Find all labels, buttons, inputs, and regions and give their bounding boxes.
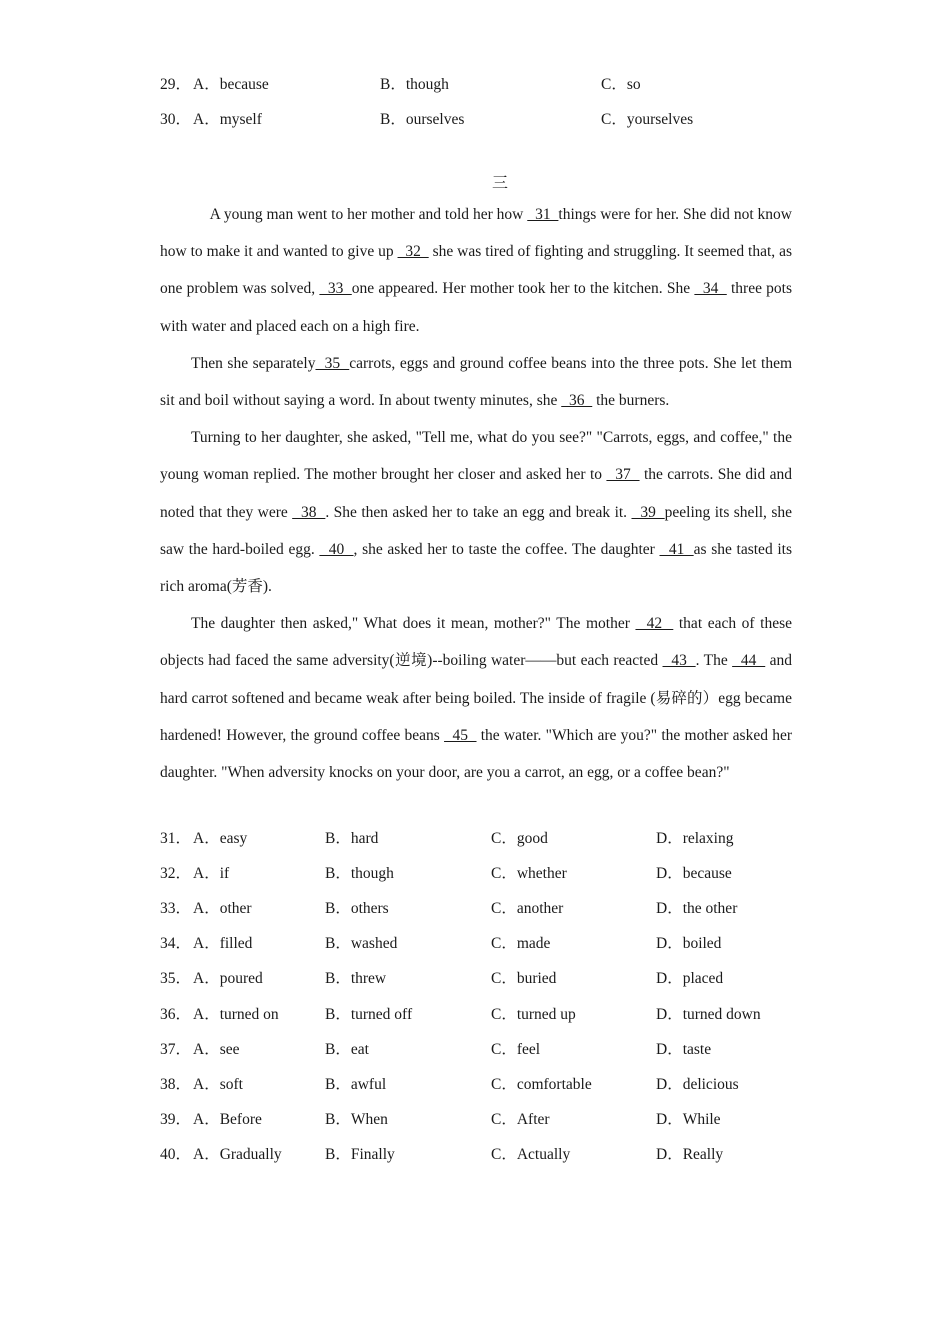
question-number: 32．: [160, 865, 192, 882]
option-b: B．threw: [325, 970, 387, 987]
paragraph-2: [160, 345, 792, 419]
question-number: 38．: [160, 1076, 192, 1093]
text: the burners.: [592, 392, 670, 410]
text: the carrots. She did and noted that they were: [160, 466, 792, 521]
option-c: C．feel: [491, 1041, 541, 1058]
question-number: 33．: [160, 900, 192, 917]
option-d: D．placed: [656, 970, 724, 987]
option-b: B．Finally: [325, 1146, 395, 1163]
blank-35: 35: [315, 354, 350, 372]
option-a: A．other: [193, 900, 252, 917]
text: peeling its shell, she saw the hard-boiled egg.: [160, 503, 793, 558]
question-number: 31．: [160, 830, 192, 847]
text: three pots with water and placed each on a high fire.: [160, 280, 793, 335]
option-b: B．washed: [325, 935, 398, 952]
option-d: D．taste: [656, 1041, 712, 1058]
option-d: D．relaxing: [656, 830, 734, 847]
option-c: C．whether: [491, 865, 567, 882]
blank-43: 43: [662, 652, 696, 670]
blank-42: 42: [635, 615, 674, 633]
text: as she tasted its rich aroma(芳香).: [160, 540, 792, 596]
option-b: B．When: [325, 1111, 388, 1128]
text: the water. "Which are you?" the mother asked her daughter. "When adversity knocks on your door, are you a carrot, an egg, or a coffee bean?": [160, 726, 792, 782]
text: one appeared. Her mother took her to the kitchen. She: [351, 280, 695, 298]
blank-40: 40: [319, 540, 354, 558]
question-number: 30．: [160, 111, 192, 128]
blank-37: 37: [606, 466, 640, 484]
cloze-passage: [160, 196, 792, 791]
blank-31: 31: [527, 206, 559, 223]
option-b: B．eat: [325, 1041, 369, 1058]
option-a: A．see: [193, 1041, 240, 1058]
text: and hard carrot softened and became weak after being boiled. The inside of fragile (易碎的）egg became hardened! However, the ground coffee beans: [160, 652, 793, 744]
option-a: A．poured: [193, 970, 263, 987]
option-b: B．others: [325, 900, 389, 917]
question-number: 37．: [160, 1041, 192, 1058]
paragraph-4: [160, 605, 792, 791]
question-number: 39．: [160, 1111, 192, 1128]
text: she was tired of fighting and struggling. It seemed that, as one problem was solved,: [160, 243, 792, 298]
question-number: 36．: [160, 1006, 192, 1023]
option-a: A．because: [193, 76, 269, 93]
option-c: C．Actually: [491, 1146, 571, 1163]
text: The daughter then asked," What does it mean, mother?" The mother: [191, 615, 636, 633]
blank-32: 32: [397, 243, 429, 261]
option-d: D．While: [656, 1111, 721, 1128]
option-d: D．turned down: [656, 1006, 761, 1023]
question-number: 29．: [160, 76, 192, 93]
option-b: B．awful: [325, 1076, 387, 1093]
section-heading: 三: [491, 175, 508, 192]
option-d: D．Really: [656, 1146, 724, 1163]
option-d: D．the other: [656, 900, 738, 917]
option-a: A．turned on: [193, 1006, 279, 1023]
text: A young man went to her mother and told her how: [209, 206, 528, 223]
option-a: A．Gradually: [193, 1146, 282, 1163]
blank-41: 41: [659, 540, 694, 558]
option-d: D．boiled: [656, 935, 722, 952]
blank-34: 34: [694, 280, 727, 298]
question-number: 35．: [160, 970, 192, 987]
option-b: B．though: [325, 865, 394, 882]
option-b: B．ourselves: [380, 111, 465, 128]
blank-44: 44: [732, 652, 766, 670]
option-c: C．so: [601, 76, 641, 93]
blank-36: 36: [561, 392, 593, 410]
option-b: B．hard: [325, 830, 379, 847]
option-c: C．buried: [491, 970, 557, 987]
option-a: A．Before: [193, 1111, 262, 1128]
option-c: C．yourselves: [601, 111, 694, 128]
option-a: A．if: [193, 865, 230, 882]
text: things were for her. She did not know how to make it and wanted to give up: [160, 206, 793, 261]
paragraph-1: [160, 196, 792, 345]
option-c: C．After: [491, 1111, 550, 1128]
text: . The: [695, 652, 733, 670]
text: carrots, eggs and ground coffee beans into the three pots. She let them sit and boil without saying a word. In about twenty minutes, she: [160, 354, 792, 410]
option-a: A．soft: [193, 1076, 243, 1093]
option-a: A．myself: [193, 111, 262, 128]
text: Turning to her daughter, she asked, "Tell me, what do you see?" "Carrots, eggs, and coffee," the young woman replied. The mother brought her closer and asked her to: [160, 429, 792, 484]
option-d: D．because: [656, 865, 732, 882]
option-b: B．turned off: [325, 1006, 413, 1023]
blank-45: 45: [444, 726, 477, 744]
text: , she asked her to taste the coffee. The daughter: [353, 540, 660, 558]
option-c: C．comfortable: [491, 1076, 592, 1093]
option-d: D．delicious: [656, 1076, 739, 1093]
text: . She then asked her to take an egg and break it.: [325, 503, 632, 521]
question-number: 34．: [160, 935, 192, 952]
paragraph-3: [160, 419, 792, 605]
option-a: A．filled: [193, 935, 253, 952]
option-a: A．easy: [193, 830, 248, 847]
option-b: B．though: [380, 76, 449, 93]
option-c: C．turned up: [491, 1006, 576, 1023]
blank-39: 39: [631, 503, 665, 521]
blank-38: 38: [292, 503, 326, 521]
text: Then she separately: [191, 354, 316, 372]
question-number: 40．: [160, 1146, 192, 1163]
option-c: C．another: [491, 900, 564, 917]
option-c: C．good: [491, 830, 548, 847]
text: that each of these objects had faced the same adversity(逆境)--boiling water——but each reacted: [160, 615, 793, 670]
blank-33: 33: [319, 280, 352, 298]
option-c: C．made: [491, 935, 551, 952]
